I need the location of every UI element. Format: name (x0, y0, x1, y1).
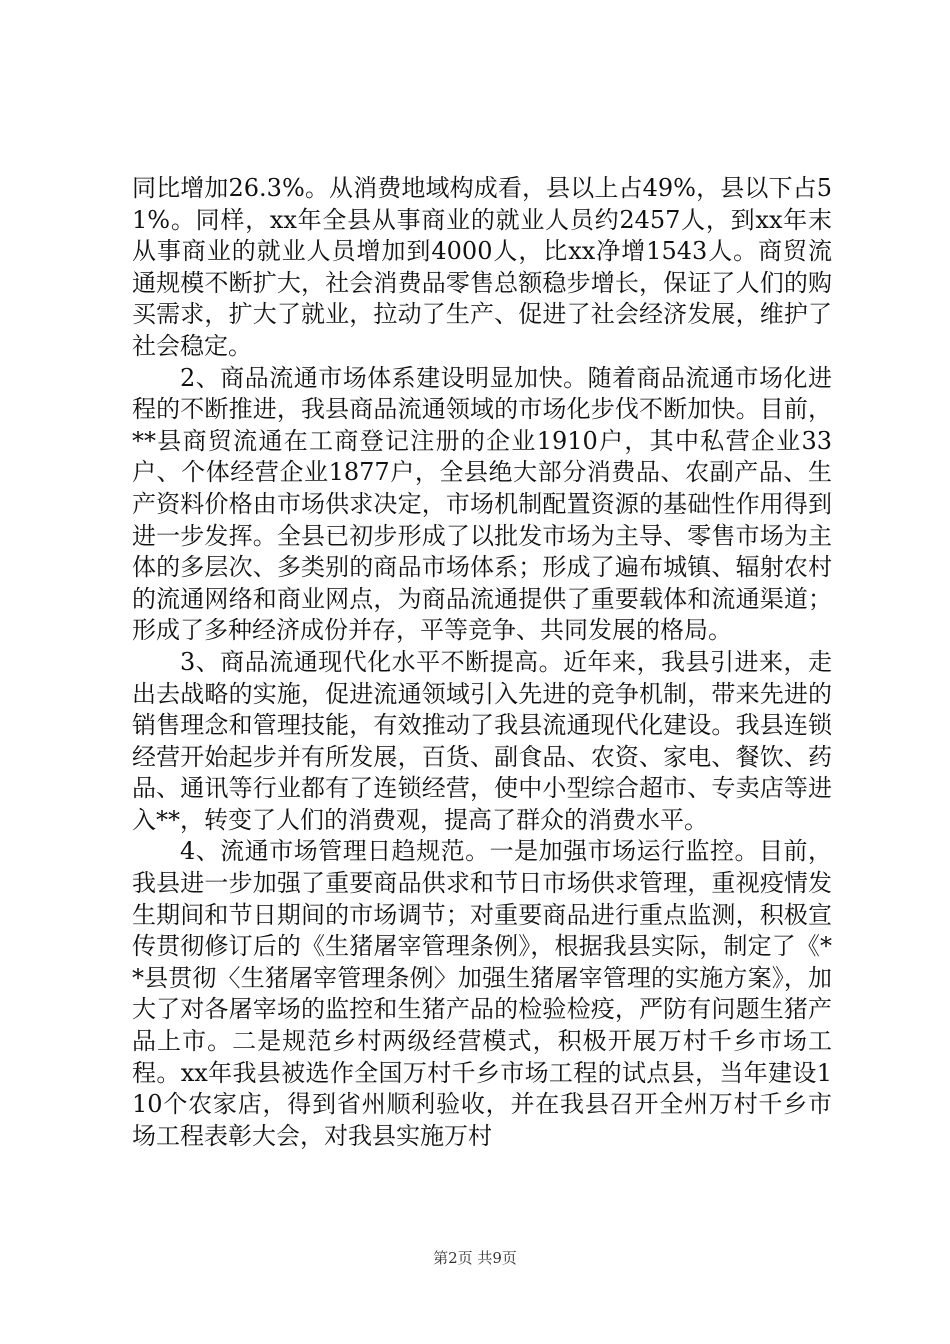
document-body (132, 173, 832, 1152)
paragraph-market-system: 2、商品流通市场体系建设明显加快。随着商品流通市场化进程的不断推进，我县商品流通领域的市场化步伐不断加快。目前，**县商贸流通在工商登记注册的企业1910户，其中私营企业33户、个体经营企业1877户，全县绝大部分消费品、农副产品、生产资料价格由市场供求决定，市场机制配置资源的基础性作用得到进一步发挥。全县已初步形成了以批发市场为主导、零售市场为主体的多层次、多类别的商品市场体系；形成了遍布城镇、辐射农村的流通网络和商业网点，为商品流通提供了重要载体和流通渠道；形成了多种经济成份并存，平等竞争、共同发展的格局。 (132, 363, 832, 645)
paragraph-market-management: 4、流通市场管理日趋规范。一是加强市场运行监控。目前，我县进一步加强了重要商品供求和节日市场供求管理，重视疫情发生期间和节日期间的市场调节；对重要商品进行重点监测，积极宣传贯彻修订后的《生猪屠宰管理条例》，根据我县实际，制定了《**县贯彻〈生猪屠宰管理条例〉加强生猪屠宰管理的实施方案》，加大了对各屠宰场的监控和生猪产品的检验检疫，严防有问题生猪产品上市。二是规范乡村两级经营模式，积极开展万村千乡市场工程。xx年我县被选作全国万村千乡市场工程的试点县，当年建设110个农家店，得到省州顺利验收，并在我县召开全州万村千乡市场工程表彰大会，对我县实施万村 (132, 837, 832, 1150)
paragraph-continuation: 同比增加26.3%。从消费地域构成看，县以上占49%，县以下占51%。同样，xx年全县从事商业的就业人员约2457人，到xx年末从事商业的就业人员增加到4000人，比xx净增1543人。商贸流通规模不断扩大，社会消费品零售总额稳步增长，保证了人们的购买需求，扩大了就业，拉动了生产、促进了社会经济发展，维护了社会稳定。 (132, 174, 832, 360)
page-number-footer: 第2页 共9页 (433, 1249, 517, 1267)
paragraph-modernization: 3、商品流通现代化水平不断提高。近年来，我县引进来，走出去战略的实施，促进流通领域引入先进的竞争机制，带来先进的销售理念和管理技能，有效推动了我县流通现代化建设。我县连锁经营开始起步并有所发展，百货、副食品、农资、家电、餐饮、药品、通讯等行业都有了连锁经营，使中小型综合超市、专卖店等进入**，转变了人们的消费观，提高了群众的消费水平。 (132, 647, 832, 834)
